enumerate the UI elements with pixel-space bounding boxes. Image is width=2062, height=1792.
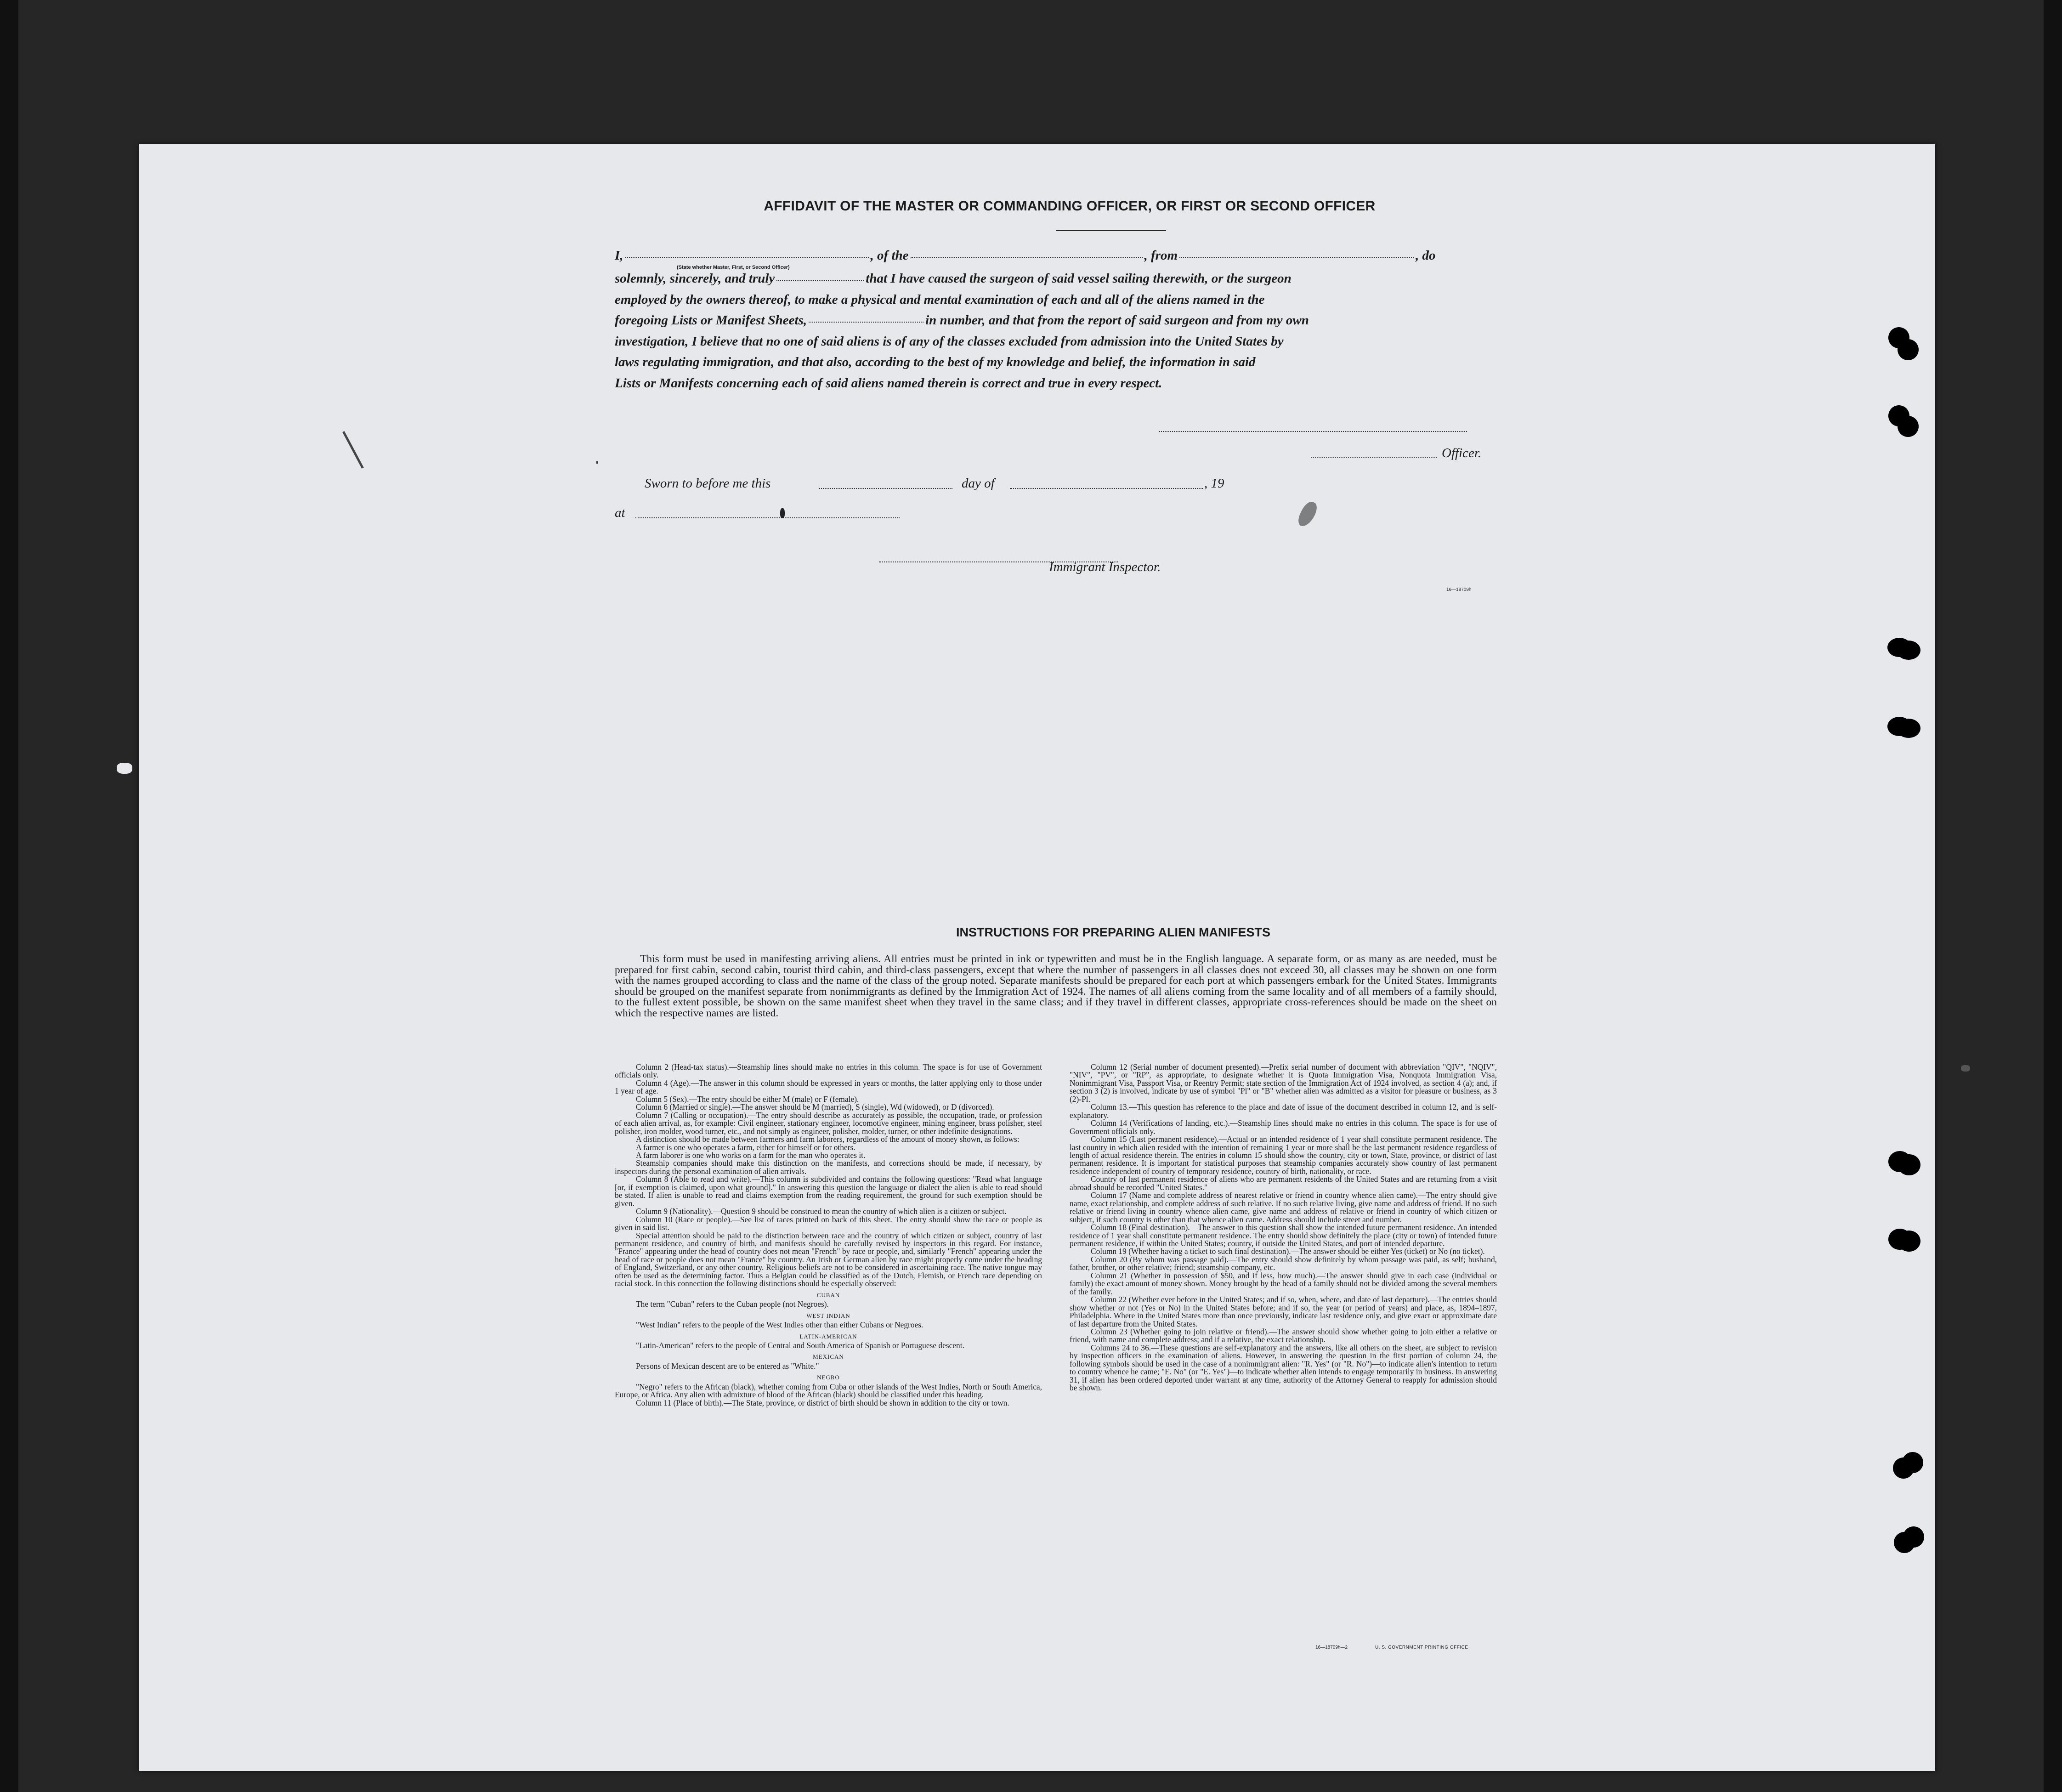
punch-hole [1897,641,1920,660]
affidavit-line-2 [615,271,1497,286]
left-paragraph: Steamship companies should make this distinction on the manifests, and corrections should be made, if necessary, by inspectors during the personal examination of alien arrivals. [615,1158,1042,1176]
affidavit-text: I, [615,248,623,263]
affidavit-text: solemnly, sincerely, and truly [615,271,775,286]
right-paragraph: Column 12 (Serial number of document presented).—Prefix serial number of document with abbreviation "QIV", "NQIV", "NIV", "PV", or "RP", as appropriate, to designate whether it is Quota Immigration Visa, Nonquota Immigration Visa, Nonimmigrant Visa, Passport Visa, or Reentry Permit; state section of the Immigration Act of 1924 involved, as section 4 (a); and, if section 3 (2) is involved, indicate by use of symbol "Pl" or "B" whether alien was admitted as a visitor for pleasure or business, as 3 (2)-Pl. [1070,1062,1497,1104]
race-heading-latin-american: LATIN-AMERICAN [799,1333,857,1340]
race-definition-cuban: The term "Cuban" refers to the Cuban people (not Negroes). [636,1299,829,1309]
form-number-top: 16—18709h [1446,587,1472,592]
punch-hole [1898,416,1919,437]
punch-hole [1902,1452,1923,1473]
affidavit-line-1 [615,248,1497,263]
affidavit-text: , do [1416,248,1436,263]
title-rule [1056,230,1166,231]
sworn-place-line [635,517,900,518]
race-heading-cuban: CUBAN [816,1291,840,1299]
instructions-intro [615,954,1497,1019]
left-paragraph: Column 5 (Sex).—The entry should be either M (male) or F (female). [636,1094,859,1104]
race-heading-mexican: MEXICAN [813,1353,844,1361]
punch-hole [1897,719,1920,738]
paper-scrap [117,763,132,774]
affidavit-line-6: laws regulating immigration, and that also, according to the best of my knowledge and belief, the information in said [615,355,1256,369]
left-paragraph: Column 8 (Able to read and write).—This column is subdivided and contains the following questions: "Read what language [or, if exemption is claimed, upon what ground]." In answering this question the language or dialect the alien is able to read should be stated. If alien is unable to read and claims exemption from the reading requirement, the ground for such exemption should be given. [615,1174,1042,1208]
left-paragraph: Column 9 (Nationality).—Question 9 should be construed to mean the country of which alien is a citizen or subject. [636,1207,1007,1216]
right-paragraph: Column 19 (Whether having a ticket to such final destination).—The answer should be either Yes (ticket) or No (no ticket). [1091,1247,1485,1256]
right-paragraph: Column 14 (Verifications of landing, etc.).—Steamship lines should make no entries in this column. The space is for use of Government officials only. [1070,1118,1497,1136]
instructions-right-column [1070,1063,1497,1392]
right-paragraph: Column 20 (By whom was passage paid).—The entry should show definitely by whom passage was paid, as self; husband, father, brother, or other relative; friend; steamship company, etc. [1070,1254,1497,1272]
frame-edge-left [0,0,18,1792]
at-text: at [615,505,625,520]
race-definition-negro: "Negro" refers to the African (black), whether coming from Cuba or other islands of the West Indies, North or South America, Europe, or Africa. Any alien with admixture of blood of the African (black) should be classified under this heading. [615,1382,1042,1400]
race-heading-west-indian: WEST INDIAN [806,1312,850,1319]
race-definition-latin-american: "Latin-American" refers to the people of Central and South America of Spanish or Portuguese descent. [636,1340,964,1350]
pencil-mark [342,431,364,469]
right-paragraph: Column 13.—This question has reference to the place and date of issue of the document described in column 12, and is self-explanatory. [1070,1102,1497,1120]
punch-hole [1898,339,1919,360]
year-text: , 19 [1204,476,1224,491]
right-paragraph: Column 17 (Name and complete address of nearest relative or friend in country whence alien came).—The entry should give name, exact relationship, and complete address of such relative. If no such relative living, give name and address of friend. If no such relative or friend living in country whence alien came, give name and address of relative or friend in country of which citizen or subject, if such country is other than that whence alien came. Address should include street and number. [1070,1191,1497,1224]
instructions-title: INSTRUCTIONS FOR PREPARING ALIEN MANIFESTS [956,925,1271,939]
punch-hole [1898,1231,1920,1252]
right-paragraph: Column 21 (Whether in possession of $50, and if less, how much).—The answer should give in each case (individual or family) the exact amount of money shown. Money brought by the head of a family should not be divided among the several members of the family. [1070,1270,1497,1296]
affidavit-line-5: investigation, I believe that no one of said aliens is of any of the classes excluded from admission into the United States by [615,334,1284,349]
left-paragraph: Column 2 (Head-tax status).—Steamship lines should make no entries in this column. The space is for use of Government officials only. [615,1062,1042,1080]
right-paragraph: Columns 24 to 36.—These questions are self-explanatory and the answers, like all others on the sheet, are subject to revision by inspection officers in the examination of aliens. However, in answering the question in the first portion of column 24, the following symbols should be used in the case of a nonimmigrant alien: "R. Yes" (or "R. No")—to indicate alien's intention to return to country whence he came; "E. No" (or "E. Yes")—to indicate whether alien intends to engage temporarily in business. In answering 31, if alien has been ordered deported under warrant at any time, authority of the Attorney General to reapply for admission should be shown. [1070,1343,1497,1393]
affidavit-line-4 [615,313,1497,328]
ink-blot [780,508,785,518]
affidavit-title: AFFIDAVIT OF THE MASTER OR COMMANDING OFFICER, OR FIRST OR SECOND OFFICER [764,198,1376,214]
affidavit-text: , of the [870,248,909,263]
intro-paragraph: This form must be used in manifesting arriving aliens. All entries must be printed in ink or typewritten and must be in the English language. A separate form, or as many as are needed, must be prepared for first cabin, second cabin, tourist third cabin, and third-class passengers, except that where the number of passengers in all classes does not exceed 30, all classes may be shown on one form with the names grouped according to class and the name of the class of the group noted. Separate manifests should be prepared for each port at which passengers embark for the United States. Immigrants should be grouped on the manifest separate from nonimmigrants as defined by the Immigration Act of 1924. The names of all aliens coming from the same locality and of all members of a family should, to the fullest extent possible, be shown on the same manifest sheet when they travel in the same class; and if they travel in different classes, appropriate cross-references should be made on the sheet on which the respective names are listed. [615,953,1497,1019]
form-number-bottom: 16—18709h—2 [1315,1645,1348,1650]
blank-oath [776,279,864,281]
left-paragraph: A farmer is one who operates a farm, either for himself or for others. [636,1142,855,1152]
sworn-day-line [819,488,952,489]
blank-sheet-count [809,321,923,323]
left-paragraph: A farm laborer is one who works on a farm for the man who operates it. [636,1150,866,1160]
frame-edge-right [2044,0,2062,1792]
right-paragraph: Country of last permanent residence of aliens who are permanent residents of the United States and are returning from a visit abroad should be recorded "United States." [1070,1174,1497,1192]
day-of-text: day of [962,476,995,491]
dust-speck [596,461,598,464]
sworn-text: Sworn to before me this [645,476,771,491]
left-paragraph: Column 6 (Married or single).—The answer should be M (married), S (single), Wd (widowed), or D (divorced). [636,1102,994,1112]
punch-hole [1898,1154,1920,1175]
race-definition-mexican: Persons of Mexican descent are to be entered as "White." [636,1361,819,1371]
inspector-label: Immigrant Inspector. [1049,560,1161,574]
blank-vessel [911,256,1143,258]
left-paragraph: Special attention should be paid to the distinction between race and the country of which citizen or subject, country of last permanent residence, and country of birth, and manifests should be carefully revised by inspectors in this regard. For instance, "France" appearing under the head of country does not mean "French" by race or people, and, similarly "French" appearing under the head of race or people does not mean "France" by country. An Irish or German alien by race might properly come under the heading of England, Switzerland, or any other country. Religious beliefs are not to be considered in ascertaining race. The native tongue may often be used as the determining factor. Thus a Belgian could be classified as of the Dutch, Flemish, or French race depending on racial stock. In this connection the following distinctions should be especially observed: [615,1231,1042,1288]
affidavit-text: that I have caused the surgeon of said vessel sailing therewith, or the surgeon [866,271,1292,286]
left-paragraph: Column 10 (Race or people).—See list of races printed on back of this sheet. The entry should show the race or people as given in said list. [615,1214,1042,1232]
left-paragraph: Column 4 (Age).—The answer in this column should be expressed in years or months, the latter applying only to those under 1 year of age. [615,1078,1042,1096]
right-paragraph: Column 23 (Whether going to join relative or friend).—The answer should show whether going to join either a relative or friend, with name and complete address; and if a relative, the exact relationship. [1070,1327,1497,1344]
blank-port [1179,256,1414,258]
sworn-month-line [1010,488,1203,489]
race-definition-west-indian: "West Indian" refers to the people of the West Indies other than either Cubans or Negroes. [636,1320,923,1330]
paper-scrap [1961,1065,1970,1072]
right-paragraph: Column 22 (Whether ever before in the United States; and if so, when, where, and date of last departure).—The entries should show whether or not (Yes or No) in the United States before; and if so, the year (or period of years) and place, as, 1894–1897, Philadelphia. Where in the United States more than once previously, indicate last residence only, and give exact or approximate date of last departure from the United States. [1070,1295,1497,1328]
punch-hole [1903,1526,1924,1548]
race-heading-negro: NEGRO [817,1374,840,1381]
printing-office-credit: U. S. GOVERNMENT PRINTING OFFICE [1375,1645,1468,1650]
officer-name-line [1311,457,1437,458]
left-paragraph: Column 7 (Calling or occupation).—The entry should describe as accurately as possible, the occupation, trade, or profession of each alien arrival, as, for example: Civil engineer, stationary engineer, locomotive engineer, mining engineer, brass polisher, steel polisher, iron molder, wood turner, etc., and not simply as engineer, polisher, molder, turner, or other indefinite designations. [615,1110,1042,1136]
ink-smudge [1296,499,1320,529]
affidavit-text: foregoing Lists or Manifest Sheets, [615,313,807,328]
affidavit-line-7: Lists or Manifests concerning each of said aliens named therein is correct and true in every respect. [615,376,1162,391]
affidavit-text: , from [1144,248,1178,263]
affidavit-text: in number, and that from the report of said surgeon and from my own [925,313,1309,328]
right-paragraph: Column 15 (Last permanent residence).—Actual or an intended residence of 1 year shall constitute permanent residence. The last country in which alien resided with the intention of remaining 1 year or more shall be the last permanent residence regardless of length of actual residence therein. The entries in column 15 should show the country, city or town, State, province, or district of last permanent residence. It is important for statistical purposes that steamship companies accurately show country of last permanent residence independent of country of temporary residence, country of birth, nationality, or race. [1070,1134,1497,1176]
document-page [139,144,1935,1771]
blank-officer-rank [625,256,869,258]
officer-signature-line [1159,431,1467,432]
left-paragraph-column-11: Column 11 (Place of birth).—The State, province, or district of birth should be shown in addition to the city or town. [636,1398,1009,1407]
affidavit-line-3: employed by the owners thereof, to make a physical and mental examination of each and all of the aliens named in the [615,292,1265,307]
right-paragraph: Column 18 (Final destination).—The answer to this question shall show the intended future permanent residence. An intended residence of 1 year shall constitute permanent residence. The entry should show definitely the place (city or town) of intended future permanent residence, if within the United States; country, if outside the United States, and port of intended departure. [1070,1223,1497,1248]
fine-note: (State whether Master, First, or Second Officer) [677,265,790,270]
left-paragraph: A distinction should be made between farmers and farm laborers, regardless of the amount of money shown, as follows: [636,1134,1020,1144]
officer-label: Officer. [1442,446,1482,460]
instructions-left-column [615,1063,1042,1407]
